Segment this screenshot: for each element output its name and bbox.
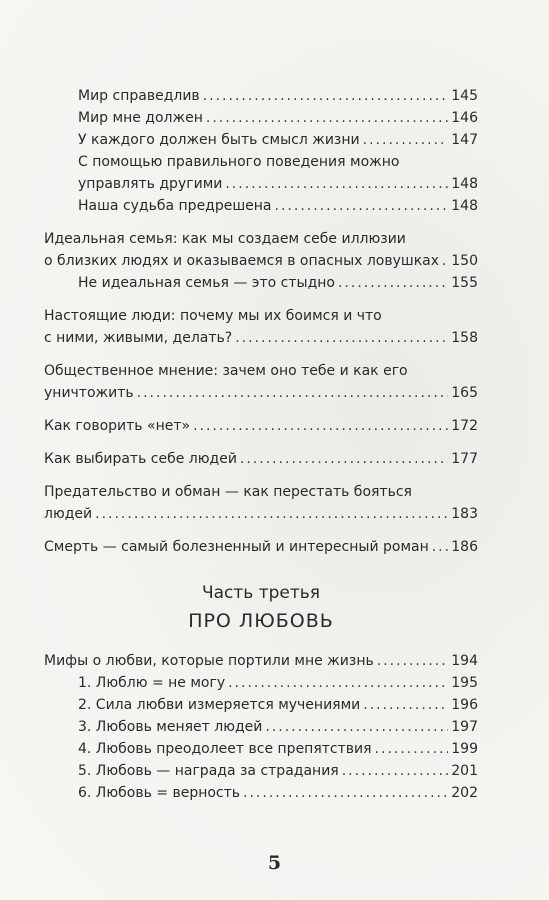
toc-entry	[44, 129, 478, 151]
toc-entry-title: о близких людях и оказываемся в опасных ловушках	[44, 253, 440, 269]
toc-entry-title: У каждого должен быть смысл жизни	[78, 132, 360, 148]
toc-entry	[44, 360, 478, 404]
toc-entry-title-line: Общественное мнение: зачем оно тебе и как его	[44, 363, 408, 379]
toc-entry-page: 177	[451, 451, 478, 467]
toc-entry-title: людей	[44, 506, 93, 522]
toc-entry-page: 183	[451, 506, 478, 522]
toc-entry-title: 3. Любовь меняет людей	[78, 719, 263, 735]
toc-entry-title: 5. Любовь — награда за страдания	[78, 763, 339, 779]
table-of-contents	[44, 85, 478, 804]
dot-leader	[203, 85, 449, 107]
dot-leader	[228, 672, 448, 694]
toc-entry-title: Мир справедлив	[78, 88, 200, 104]
toc-entry-title: Мифы о любви, которые портили мне жизнь	[44, 653, 374, 669]
toc-entry-title: Смерть — самый болезненный и интересный роман	[44, 539, 429, 555]
dot-leader	[442, 250, 448, 272]
toc-entry-title-line: Предательство и обман — как перестать бояться	[44, 484, 412, 500]
toc-entry-page: 158	[451, 330, 478, 346]
toc-entry	[44, 415, 478, 437]
part-label: Часть третья	[201, 583, 321, 603]
toc-entry-page: 155	[451, 275, 478, 291]
toc-entry	[44, 782, 478, 804]
dot-leader	[193, 415, 448, 437]
toc-entry	[44, 228, 478, 272]
toc-entry	[44, 760, 478, 782]
toc-entry-page: 202	[451, 785, 478, 801]
dot-leader	[363, 694, 448, 716]
toc-entry	[44, 716, 478, 738]
toc-entry-page: 146	[451, 110, 478, 126]
part-heading	[44, 580, 478, 636]
toc-entry	[44, 151, 478, 195]
toc-entry-title: 1. Люблю = не могу	[78, 675, 226, 691]
dot-leader	[432, 536, 449, 558]
dot-leader	[225, 173, 448, 195]
toc-entry	[44, 738, 478, 760]
toc-entry-page: 201	[451, 763, 478, 779]
toc-entry-title-line: С помощью правильного поведения можно	[78, 154, 400, 170]
toc-entry-title: уничтожить	[44, 385, 134, 401]
toc-entry-title: 6. Любовь = верность	[78, 785, 241, 801]
toc-entry-page: 197	[451, 719, 478, 735]
dot-leader	[243, 782, 448, 804]
toc-entry-title-line: Идеальная семья: как мы создаем себе иллюзии	[44, 231, 406, 247]
dot-leader	[235, 327, 448, 349]
toc-entry-page: 165	[451, 385, 478, 401]
dot-leader	[240, 448, 448, 470]
part-title: ПРО ЛЮБОВЬ	[188, 610, 334, 632]
dot-leader	[265, 716, 448, 738]
toc-entry-page: 147	[451, 132, 478, 148]
toc-entry-title: Как выбирать себе людей	[44, 451, 237, 467]
toc-entry-page: 145	[451, 88, 478, 104]
toc-entry	[44, 481, 478, 525]
toc-entry-page: 186	[451, 539, 478, 555]
toc-entry	[44, 272, 478, 294]
toc-entry-title: Не идеальная семья — это стыдно	[78, 275, 335, 291]
toc-entry-title: Наша судьба предрешена	[78, 198, 272, 214]
dot-leader	[377, 650, 449, 672]
toc-entry-title-line: Настоящие люди: почему мы их боимся и что	[44, 308, 382, 324]
toc-entry-page: 172	[451, 418, 478, 434]
dot-leader	[95, 503, 448, 525]
toc-entry	[44, 448, 478, 470]
toc-entry	[44, 107, 478, 129]
dot-leader	[363, 129, 449, 151]
toc-entry	[44, 536, 478, 558]
toc-section-part3	[44, 650, 478, 804]
page-number: 5	[267, 852, 282, 874]
toc-entry-title: 4. Любовь преодолеет все препятствия	[78, 741, 372, 757]
toc-entry-title: управлять другими	[78, 176, 223, 192]
dot-leader	[275, 195, 449, 217]
toc-entry-page: 150	[451, 253, 478, 269]
toc-entry-title: Как говорить «нет»	[44, 418, 191, 434]
toc-entry-page: 148	[451, 198, 478, 214]
toc-entry-title: Мир мне должен	[78, 110, 203, 126]
toc-entry	[44, 85, 478, 107]
dot-leader	[137, 382, 449, 404]
toc-entry-page: 194	[451, 653, 478, 669]
toc-entry	[44, 305, 478, 349]
toc-entry	[44, 694, 478, 716]
toc-entry	[44, 650, 478, 672]
toc-entry-page: 199	[451, 741, 478, 757]
dot-leader	[338, 272, 448, 294]
toc-entry-title: 2. Сила любви измеряется мучениями	[78, 697, 361, 713]
dot-leader	[375, 738, 449, 760]
toc-entry	[44, 195, 478, 217]
toc-entry-title: с ними, живыми, делать?	[44, 330, 233, 346]
toc-entry	[44, 672, 478, 694]
toc-entry-page: 196	[451, 697, 478, 713]
toc-entry-page: 148	[451, 176, 478, 192]
toc-entry-page: 195	[451, 675, 478, 691]
dot-leader	[342, 760, 449, 782]
dot-leader	[206, 107, 448, 129]
toc-section-part2	[44, 85, 478, 558]
